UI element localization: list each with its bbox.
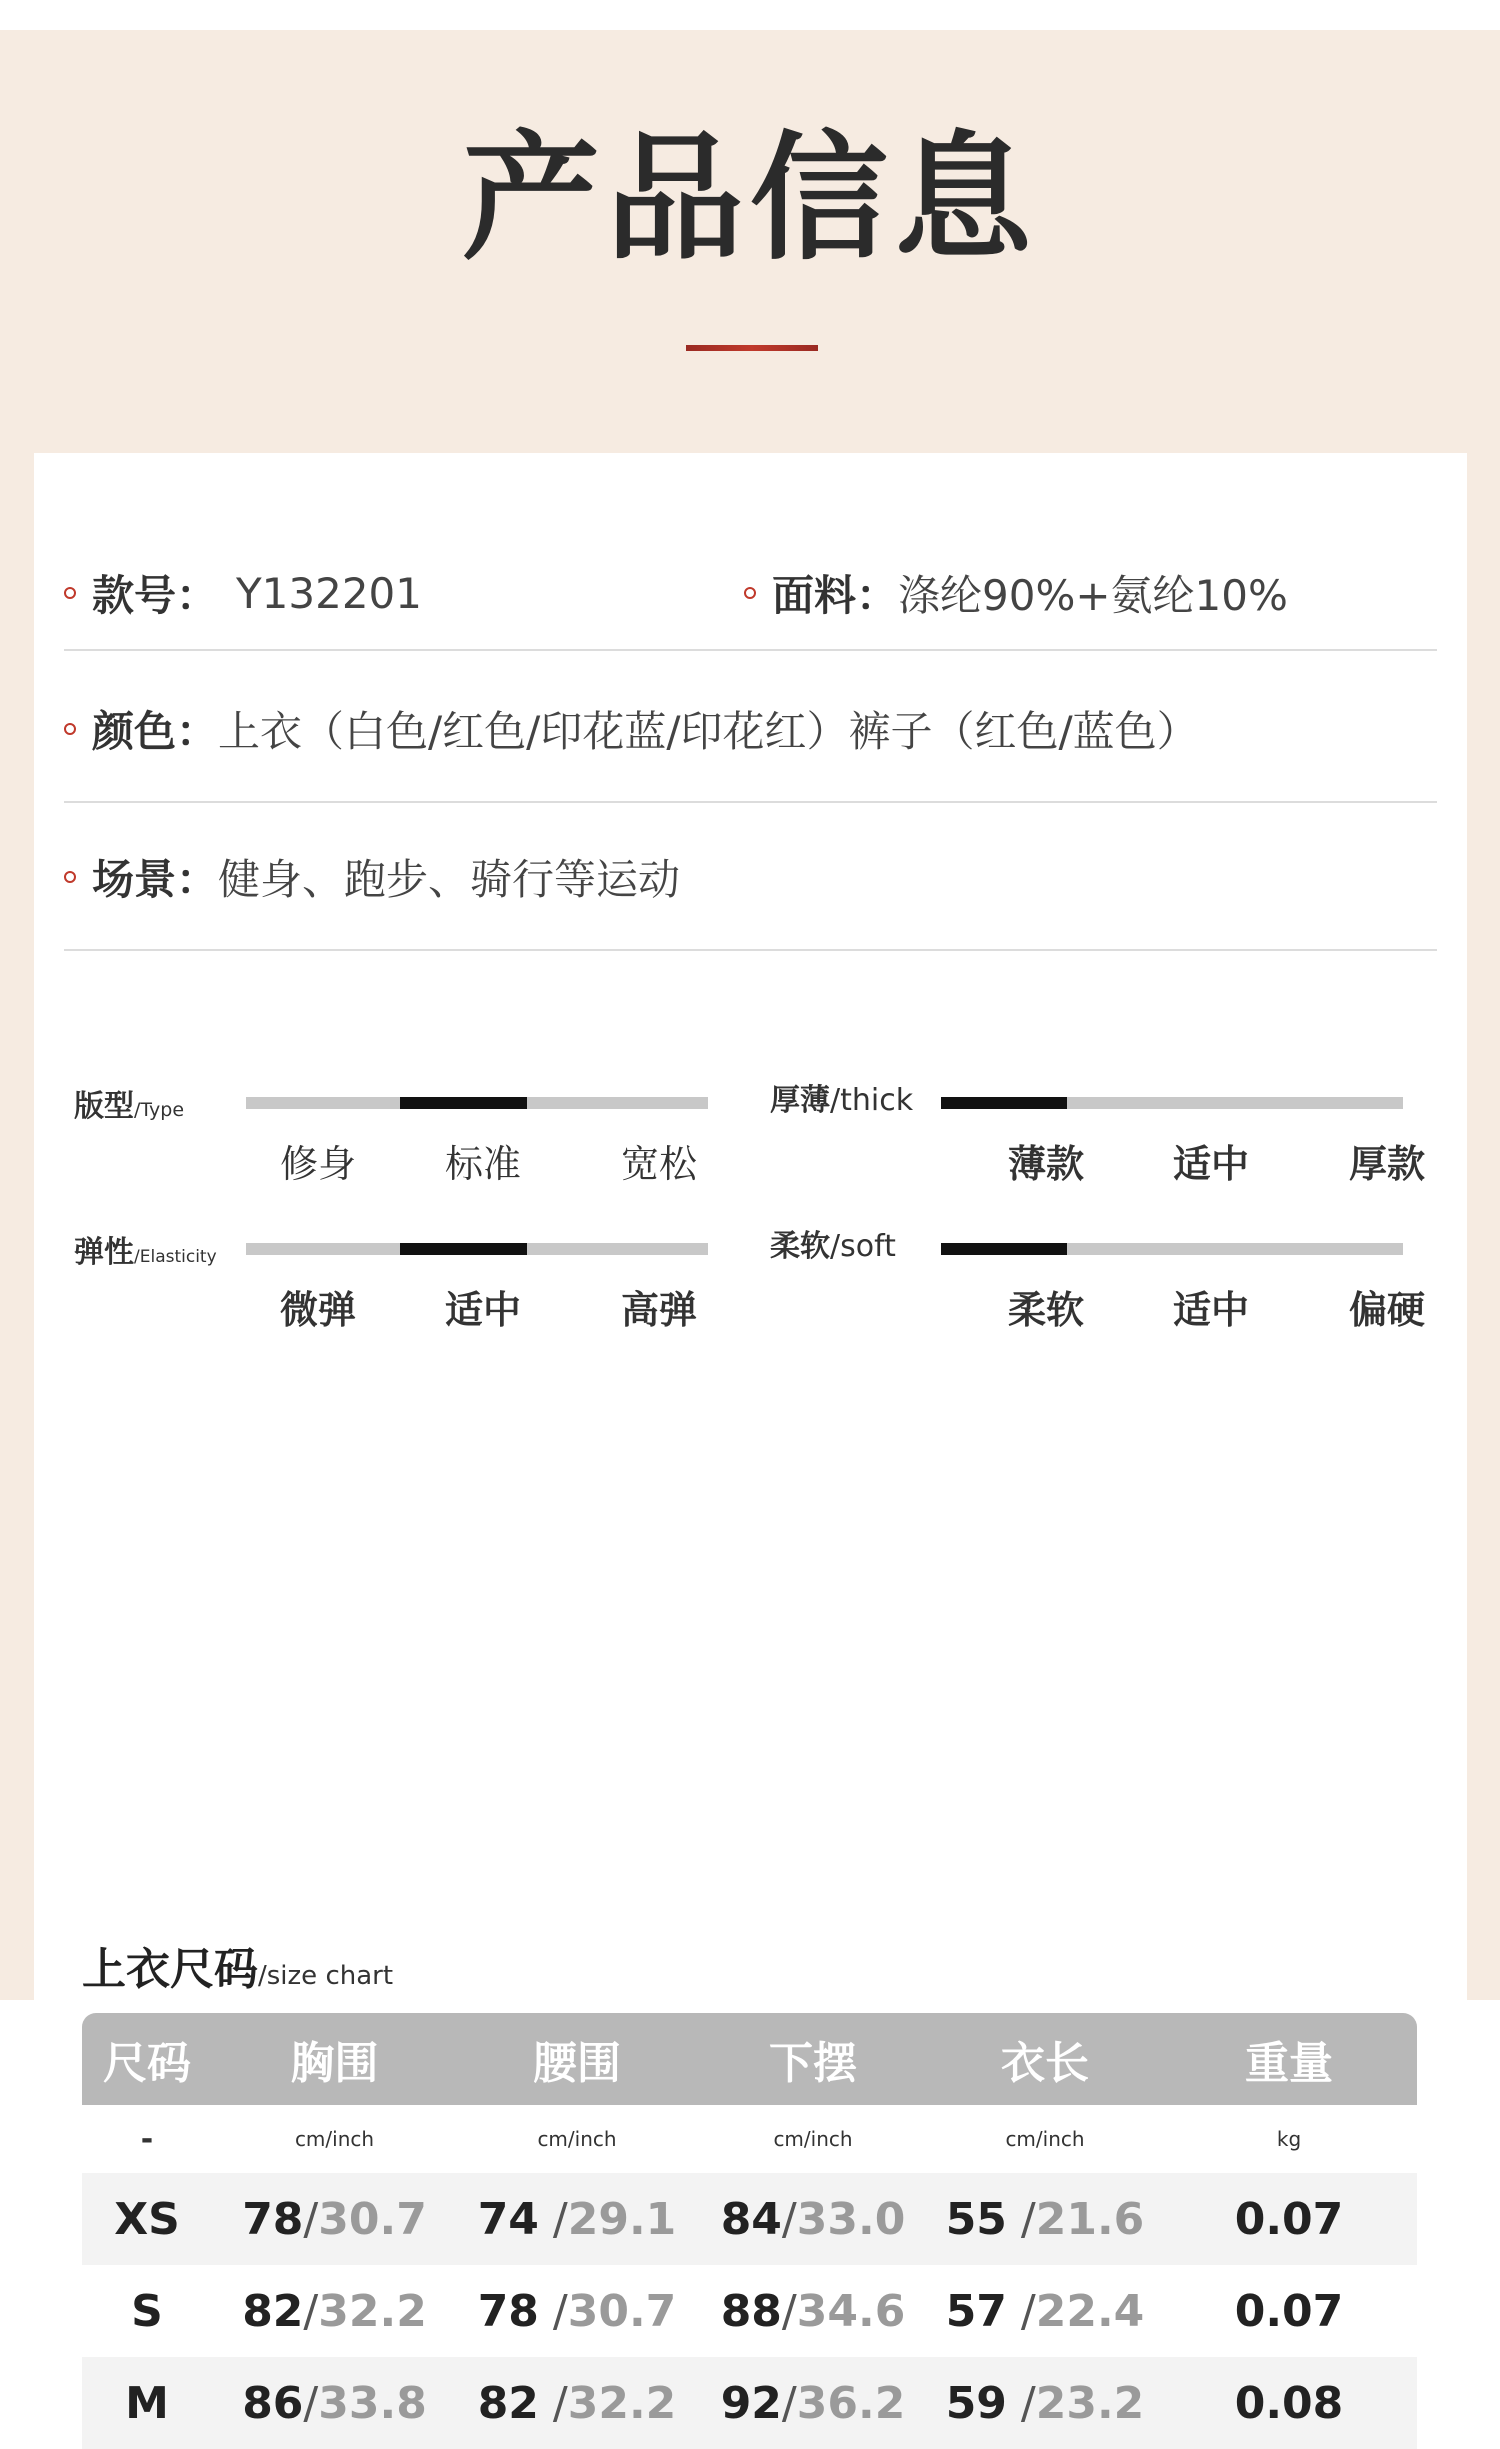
meter-type-indicator bbox=[400, 1097, 526, 1109]
fabric-label: 面料： bbox=[772, 571, 899, 620]
unit-waist: cm/inch bbox=[537, 2127, 617, 2151]
scene-label: 场景： bbox=[92, 855, 219, 904]
color-value: 上衣（白色/红色/印花蓝/印花红）裤子（红色/蓝色） bbox=[218, 707, 1199, 756]
length-cell: 57 /22.4 bbox=[945, 2285, 1145, 2337]
size-chart-header bbox=[82, 2013, 1417, 2105]
size-chart-body bbox=[82, 2173, 1417, 2449]
waist-cell: 78 /30.7 bbox=[477, 2285, 677, 2337]
meter-type-track bbox=[246, 1097, 708, 1109]
unit-length: cm/inch bbox=[1005, 2127, 1085, 2151]
header-size: 尺码 bbox=[103, 2038, 191, 2089]
meter-type-option: 标准 bbox=[444, 1142, 521, 1186]
meter-softness-option: 柔软 bbox=[1007, 1288, 1084, 1332]
size-cell: M bbox=[125, 2377, 169, 2429]
title-underline bbox=[686, 345, 818, 351]
chest-cell: 86/33.8 bbox=[242, 2377, 427, 2429]
page-title: 产品信息 bbox=[461, 118, 1038, 279]
meter-elasticity-option: 高弹 bbox=[620, 1288, 697, 1332]
meter-type-option: 宽松 bbox=[620, 1142, 697, 1186]
header-length: 衣长 bbox=[1001, 2038, 1089, 2089]
fabric-item bbox=[744, 563, 1288, 623]
info-row-color bbox=[64, 651, 1437, 803]
meter-softness-indicator bbox=[941, 1243, 1067, 1255]
table-row bbox=[82, 2265, 1417, 2357]
size-cell: S bbox=[131, 2285, 163, 2337]
meter-softness-option: 适中 bbox=[1172, 1288, 1249, 1332]
header-waist: 腰围 bbox=[533, 2038, 621, 2089]
meter-elasticity-option: 微弹 bbox=[279, 1288, 356, 1332]
size-chart-units bbox=[82, 2105, 1417, 2173]
scene-item bbox=[64, 847, 680, 907]
size-chart-table bbox=[82, 2013, 1417, 2449]
hem-cell: 88/34.6 bbox=[720, 2285, 906, 2337]
size-chart-title: 上衣尺码/size chart bbox=[82, 1944, 394, 1995]
unit-chest: cm/inch bbox=[294, 2127, 375, 2151]
meter-softness-option: 偏硬 bbox=[1348, 1288, 1425, 1332]
bullet-icon bbox=[64, 723, 76, 735]
meter-elasticity-option: 适中 bbox=[444, 1288, 521, 1332]
header-chest: 胸围 bbox=[290, 2038, 379, 2089]
weight-cell: 0.07 bbox=[1234, 2193, 1344, 2245]
table-row bbox=[82, 2173, 1417, 2265]
meter-thickness-track bbox=[941, 1097, 1403, 1109]
unit-size: - bbox=[140, 2121, 154, 2157]
meter-type-option: 修身 bbox=[279, 1142, 356, 1186]
meter-thickness-option: 薄款 bbox=[1007, 1142, 1084, 1186]
scene-value: 健身、跑步、骑行等运动 bbox=[218, 855, 681, 904]
meter-elasticity-track bbox=[246, 1243, 708, 1255]
waist-cell: 82 /32.2 bbox=[477, 2377, 677, 2429]
weight-cell: 0.07 bbox=[1234, 2285, 1344, 2337]
info-card bbox=[34, 453, 1467, 2429]
table-row bbox=[82, 2357, 1417, 2449]
meter-type-title: 版型/Type bbox=[74, 1089, 185, 1124]
bullet-icon bbox=[64, 871, 76, 883]
meter-thickness-indicator bbox=[941, 1097, 1067, 1109]
size-cell: XS bbox=[114, 2193, 180, 2245]
length-cell: 55 /21.6 bbox=[945, 2193, 1145, 2245]
info-row-scene bbox=[64, 803, 1437, 951]
weight-cell: 0.08 bbox=[1234, 2377, 1344, 2429]
style-number-value: Y132201 bbox=[236, 568, 423, 618]
header-weight: 重量 bbox=[1245, 2038, 1333, 2089]
info-row-style-fabric bbox=[64, 553, 1437, 651]
chest-cell: 82/32.2 bbox=[242, 2285, 427, 2337]
style-number-item bbox=[64, 563, 422, 623]
hem-cell: 92/36.2 bbox=[720, 2377, 906, 2429]
chest-cell: 78/30.7 bbox=[242, 2193, 427, 2245]
meter-thickness-option: 厚款 bbox=[1348, 1142, 1425, 1186]
color-label: 颜色： bbox=[92, 707, 219, 756]
meter-elasticity-title: 弹性/Elasticity bbox=[74, 1235, 217, 1270]
fabric-value: 涤纶90%+氨纶10% bbox=[898, 571, 1288, 620]
waist-cell: 74 /29.1 bbox=[477, 2193, 677, 2245]
bullet-icon bbox=[64, 587, 76, 599]
header-hem: 下摆 bbox=[769, 2038, 857, 2089]
meter-softness-track bbox=[941, 1243, 1403, 1255]
meter-softness-title: 柔软/soft bbox=[770, 1229, 896, 1264]
unit-weight: kg bbox=[1276, 2127, 1302, 2151]
color-item bbox=[64, 699, 1199, 759]
meter-thickness-option: 适中 bbox=[1172, 1142, 1249, 1186]
bullet-icon bbox=[744, 587, 756, 599]
style-number-label: 款号： bbox=[92, 571, 219, 620]
unit-hem: cm/inch bbox=[773, 2127, 853, 2151]
meter-elasticity-indicator bbox=[400, 1243, 526, 1255]
meter-thickness-title: 厚薄/thick bbox=[770, 1083, 914, 1118]
length-cell: 59 /23.2 bbox=[945, 2377, 1145, 2429]
hem-cell: 84/33.0 bbox=[720, 2193, 906, 2245]
